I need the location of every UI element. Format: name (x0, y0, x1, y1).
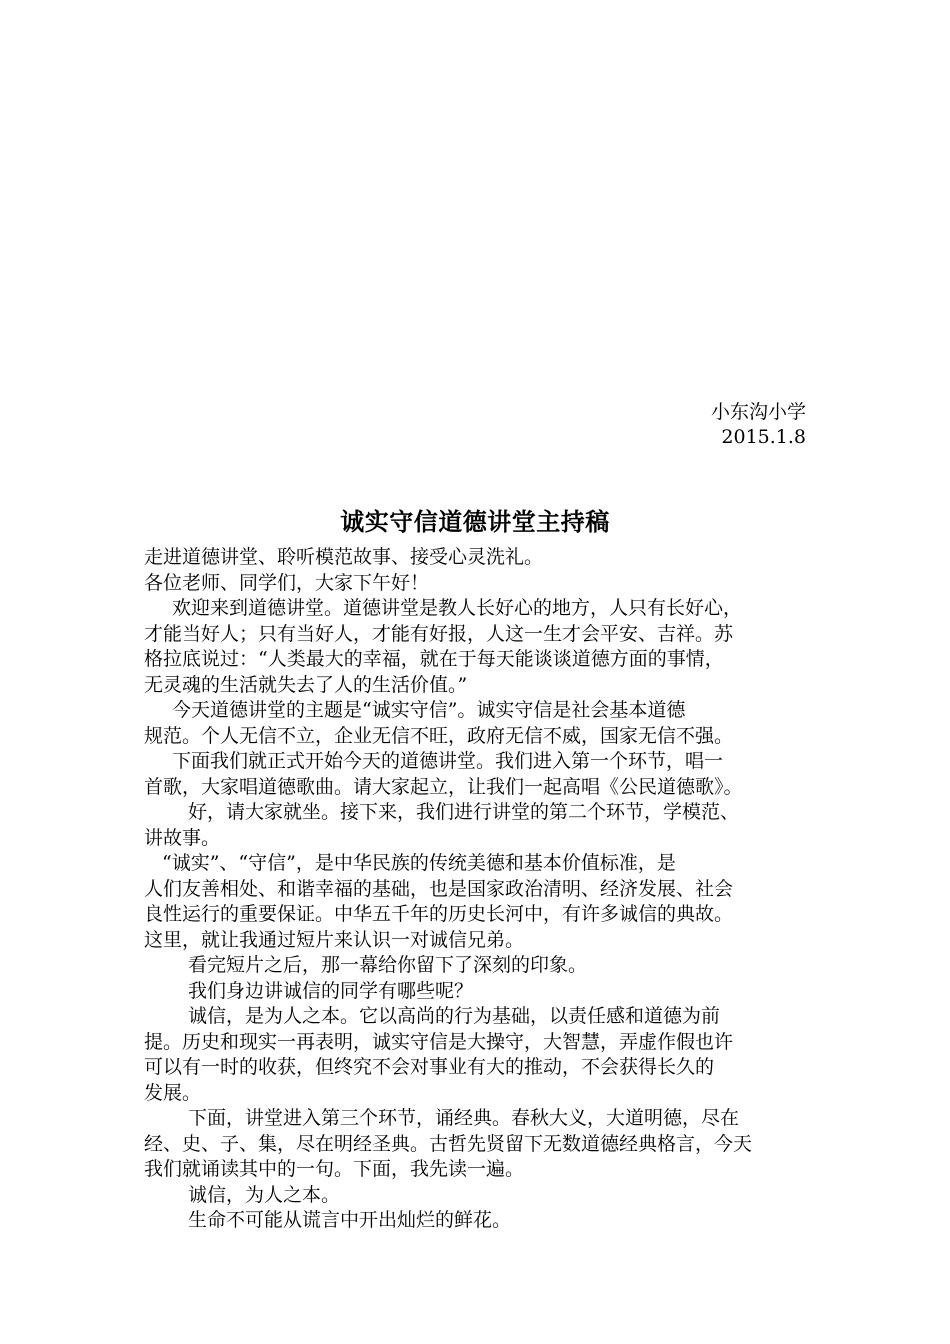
body-line: 我们身边讲诚信的同学有哪些呢？ (188, 979, 474, 1002)
body-line: 下面我们就正式开始今天的道德讲堂。我们进入第一个环节，唱一 (172, 750, 724, 772)
body-line: 今天道德讲堂的主题是“诚实守信”。诚实守信是社会基本道德 (172, 699, 686, 721)
body-line: 发展。 (144, 1081, 202, 1104)
body-line: 下面，讲堂进入第三个环节，诵经典。春秋大义，大道明德，尽在 (188, 1107, 740, 1129)
body-line: 讲故事。 (144, 826, 221, 849)
body-text (144, 545, 812, 1234)
body-line: 各位老师、同学们，大家下午好！ (144, 571, 430, 594)
body-line: 我们就诵读其中的一句。下面，我先读一遍。 (144, 1158, 525, 1180)
body-line: 经、史、子、集，尽在明经圣典。古哲先贤留下无数道德经典格言，今天 (144, 1132, 753, 1155)
document-date: 2015.1.8 (721, 426, 806, 448)
body-line: 好，请大家就坐。接下来，我们进行讲堂的第二个环节，学模范、 (188, 801, 740, 823)
body-line: 人们友善相处、和谐幸福的基础，也是国家政治清明、经济发展、社会 (144, 877, 734, 900)
body-line: 诚信，是为人之本。它以高尚的行为基础，以责任感和道德为前 (188, 1005, 721, 1027)
body-line: 首歌，大家唱道德歌曲。请大家起立，让我们一起高唱《公民道德歌》。 (144, 775, 743, 798)
body-line: 提。历史和现实一再表明，诚实守信是大操守，大智慧，弄虚作假也许 (144, 1030, 734, 1053)
body-line: 这里，就让我通过短片来认识一对诚信兄弟。 (144, 928, 525, 951)
body-line: “诚实”、“守信”，是中华民族的传统美德和基本价值标准，是 (162, 852, 676, 874)
body-line: 走进道德讲堂、聆听模范故事、接受心灵洗礼。 (144, 546, 544, 568)
body-line: 可以有一时的收获，但终究不会对事业有大的推动，不会获得长久的 (144, 1056, 715, 1078)
document-title: 诚实守信道德讲堂主持稿 (340, 507, 610, 536)
body-line: 良性运行的重要保证。中华五千年的历史长河中，有许多诚信的典故。 (144, 903, 734, 925)
body-line: 欢迎来到道德讲堂。道德讲堂是教人长好心的地方，人只有长好心， (172, 597, 743, 619)
signature-block (711, 400, 806, 450)
body-line: 看完短片之后，那一幕给你留下了深刻的印象。 (188, 954, 588, 976)
school-name: 小东沟小学 (710, 401, 806, 423)
body-line: 生命不可能从谎言中开出灿烂的鲜花。 (188, 1209, 512, 1231)
body-line: 规范。个人无信不立，企业无信不旺，政府无信不威，国家无信不强。 (144, 724, 734, 747)
body-line: 格拉底说过：“人类最大的幸福，就在于每天能谈谈道德方面的事情， (144, 648, 724, 670)
body-line: 诚信，为人之本。 (188, 1183, 341, 1206)
body-line: 才能当好人；只有当好人，才能有好报，人这一生才会平安、吉祥。苏 (144, 622, 734, 645)
body-line: 无灵魂的生活就失去了人的生活价值。” (144, 673, 468, 696)
